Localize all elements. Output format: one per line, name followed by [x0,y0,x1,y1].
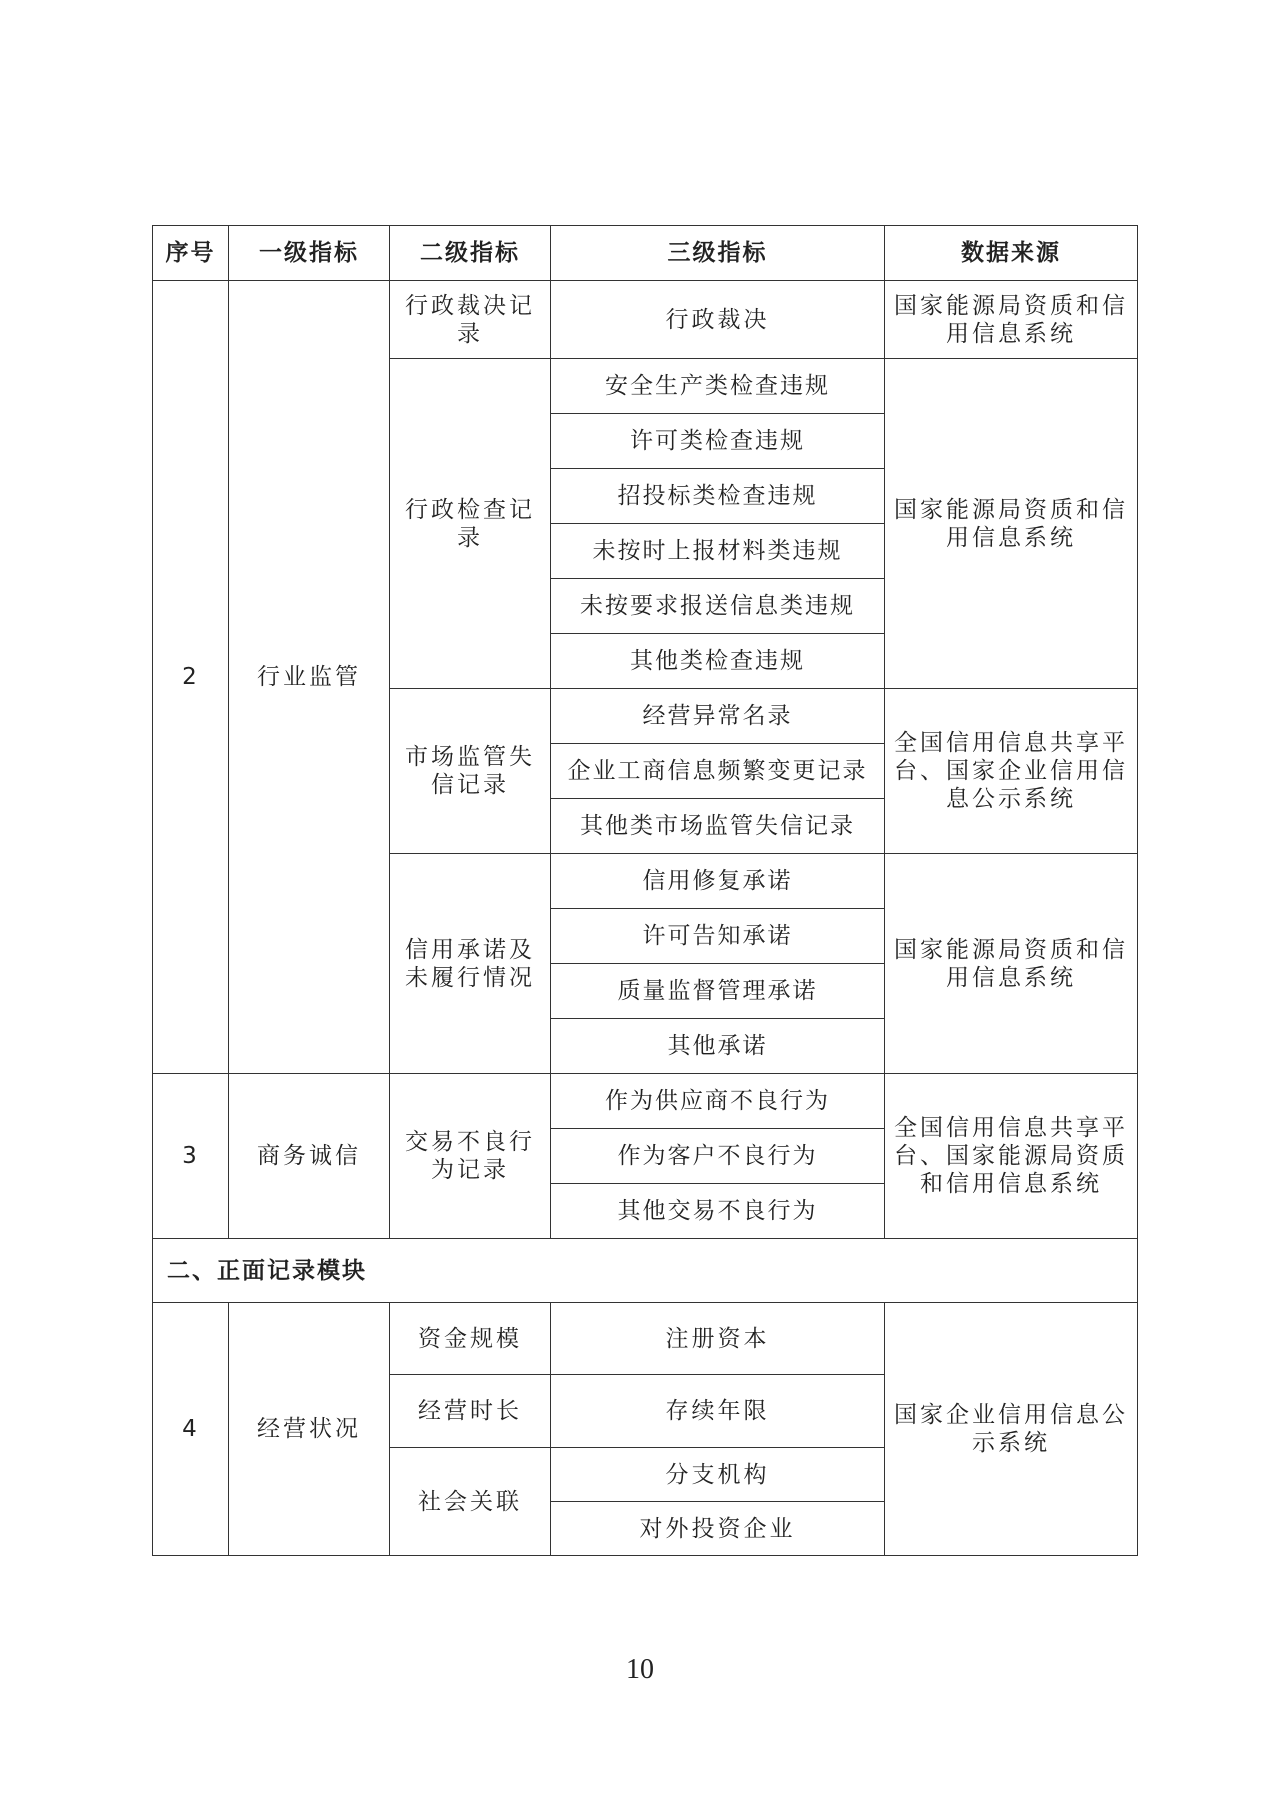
source-cell: 国家企业信用信息公示系统 [885,1303,1138,1556]
level3-cell: 经营异常名录 [551,689,885,744]
level3-cell: 未按要求报送信息类违规 [551,579,885,634]
header-level2: 二级指标 [390,226,551,281]
table-row [153,1303,1138,1375]
source-cell: 全国信用信息共享平台、国家企业信用信息公示系统 [885,689,1138,854]
level3-cell: 招投标类检查违规 [551,469,885,524]
level1-cell: 行业监管 [229,281,390,1074]
level1-cell: 经营状况 [229,1303,390,1556]
level3-cell: 作为供应商不良行为 [551,1074,885,1129]
level3-cell: 许可告知承诺 [551,909,885,964]
level3-cell: 质量监督管理承诺 [551,964,885,1019]
indicator-table [152,225,1138,1556]
level3-cell: 其他类检查违规 [551,634,885,689]
section-title: 二、正面记录模块 [153,1239,1138,1303]
header-source: 数据来源 [885,226,1138,281]
header-level1: 一级指标 [229,226,390,281]
level3-cell: 行政裁决 [551,281,885,359]
level3-cell: 对外投资企业 [551,1502,885,1556]
level3-cell: 许可类检查违规 [551,414,885,469]
seq-cell: 3 [153,1074,229,1239]
level2-cell: 资金规模 [390,1303,551,1375]
level2-cell: 行政裁决记录 [390,281,551,359]
table-header-row [153,226,1138,281]
level2-cell: 行政检查记录 [390,359,551,689]
source-cell: 全国信用信息共享平台、国家能源局资质和信用信息系统 [885,1074,1138,1239]
level2-cell: 经营时长 [390,1375,551,1448]
level3-cell: 其他交易不良行为 [551,1184,885,1239]
page-number: 10 [626,1654,654,1685]
level2-cell: 交易不良行为记录 [390,1074,551,1239]
level3-cell: 其他承诺 [551,1019,885,1074]
header-seq: 序号 [153,226,229,281]
level2-cell: 信用承诺及未履行情况 [390,854,551,1074]
section-row [153,1239,1138,1303]
level3-cell: 分支机构 [551,1448,885,1502]
level3-cell: 安全生产类检查违规 [551,359,885,414]
level3-cell: 注册资本 [551,1303,885,1375]
level3-cell: 作为客户不良行为 [551,1129,885,1184]
source-cell: 国家能源局资质和信用信息系统 [885,359,1138,689]
header-level3: 三级指标 [551,226,885,281]
level3-cell: 企业工商信息频繁变更记录 [551,744,885,799]
level1-cell: 商务诚信 [229,1074,390,1239]
level2-cell: 社会关联 [390,1448,551,1556]
level3-cell: 未按时上报材料类违规 [551,524,885,579]
source-cell: 国家能源局资质和信用信息系统 [885,281,1138,359]
level3-cell: 信用修复承诺 [551,854,885,909]
seq-cell: 2 [153,281,229,1074]
level3-cell: 其他类市场监管失信记录 [551,799,885,854]
table-row [153,1074,1138,1129]
seq-cell: 4 [153,1303,229,1556]
level2-cell: 市场监管失信记录 [390,689,551,854]
source-cell: 国家能源局资质和信用信息系统 [885,854,1138,1074]
level3-cell: 存续年限 [551,1375,885,1448]
table-row [153,281,1138,359]
